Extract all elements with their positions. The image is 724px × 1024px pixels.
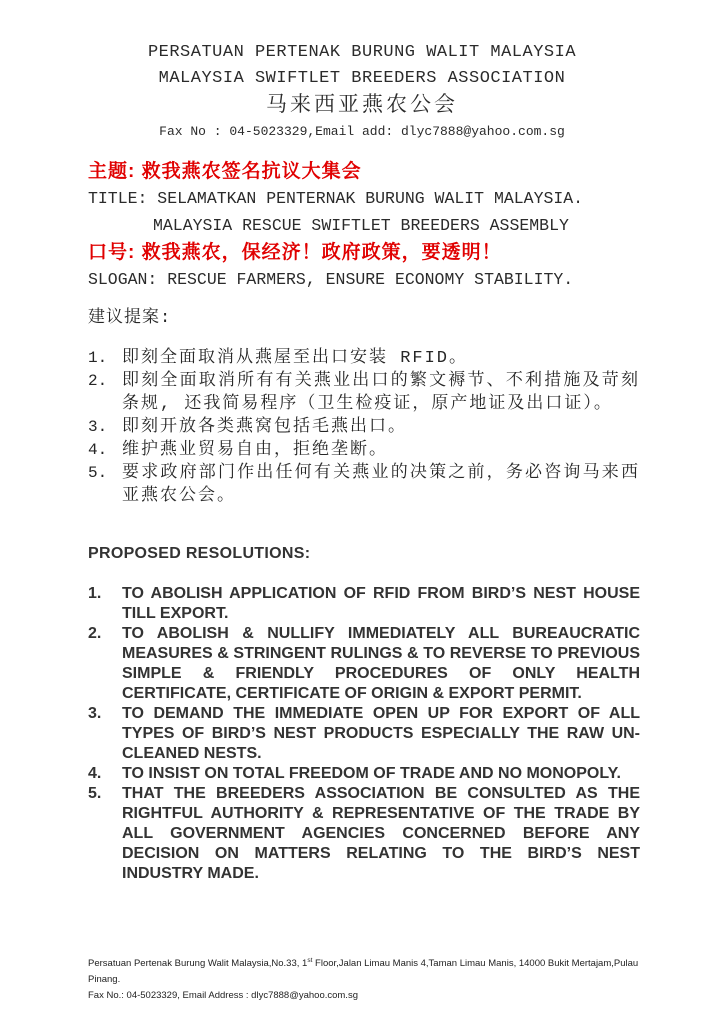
- list-item-number: 4.: [88, 441, 108, 459]
- list-item: [88, 462, 640, 508]
- list-item-text: TO ABOLISH APPLICATION OF RFID FROM BIRD’S NEST HOUSE TILL EXPORT.: [122, 585, 640, 622]
- list-item-text: 即刻开放各类燕窝包括毛燕出口。: [122, 418, 407, 437]
- document-header: [0, 40, 724, 142]
- header-contact-line: Fax No : 04-5023329,Email add: dlyc7888@yahoo.com.sg: [159, 124, 565, 139]
- list-item: [88, 370, 640, 416]
- footer-address-suffix: Floor,Jalan Limau Manis 4,Taman Limau Manis, 14000 Bukit Mertajam,Pulau Pinang.: [88, 958, 639, 986]
- list-item-text: 即刻全面取消从燕屋至出口安装 RFID。: [122, 349, 469, 368]
- list-item-number: 1.: [88, 585, 102, 602]
- list-item-text: TO ABOLISH & NULLIFY IMMEDIATELY ALL BUREAUCRATIC MEASURES & STRINGENT RULINGS & TO REVERSE TO PREVIOUS SIMPLE & FRIENDLY PROCEDURES OF ONLY HEALTH CERTIFICATE, CERTIFICATE OF ORIGIN & EXPORT PERMIT.: [122, 625, 640, 702]
- title-block: [88, 158, 640, 293]
- list-item-text: TO DEMAND THE IMMEDIATE OPEN UP FOR EXPORT OF ALL TYPES OF BIRD’S NEST PRODUCTS ESPECIALLY THE RAW UN-CLEANED NESTS.: [122, 705, 640, 762]
- slogan-line-chinese: 口号: 救我燕农，保经济！政府政策，要透明！: [88, 242, 502, 263]
- org-name-chinese: 马来西亚燕农公会: [266, 95, 458, 118]
- list-item-number: 2.: [88, 372, 108, 390]
- list-item-text: TO INSIST ON TOTAL FREEDOM OF TRADE AND NO MONOPOLY.: [122, 765, 621, 782]
- list-item-number: 2.: [88, 625, 102, 642]
- resolutions-heading: PROPOSED RESOLUTIONS:: [88, 545, 311, 562]
- title-line-2: MALAYSIA RESCUE SWIFTLET BREEDERS ASSEMBLY: [153, 216, 569, 235]
- document-footer: [88, 953, 654, 1004]
- document-body: [0, 158, 724, 884]
- footer-contact-line: Fax No.: 04-5023329, Email Address : dlyc7888@yahoo.com.sg: [88, 990, 358, 1002]
- title-line-1: TITLE: SELAMATKAN PENTERNAK BURUNG WALIT MALAYSIA.: [88, 189, 584, 208]
- footer-address-line: [88, 953, 654, 988]
- list-item-text: 即刻全面取消所有有关燕业出口的繁文褥节、不利措施及苛刻条规, 还我简易程序（卫生检疫证，原产地证及出口证）。: [122, 372, 640, 414]
- list-item-number: 3.: [88, 418, 108, 436]
- list-item: [88, 624, 640, 704]
- footer-address-ordinal: st: [307, 957, 313, 964]
- list-item-text: 维护燕业贸易自由，拒绝垄断。: [122, 441, 388, 460]
- proposals-heading-chinese: 建议提案:: [88, 309, 172, 328]
- list-item-number: 4.: [88, 765, 102, 782]
- subject-line-chinese: 主题: 救我燕农签名抗议大集会: [88, 161, 362, 182]
- list-item: [88, 704, 640, 764]
- list-item-number: 3.: [88, 705, 102, 722]
- list-item: [88, 439, 640, 462]
- slogan-line-english: SLOGAN: RESCUE FARMERS, ENSURE ECONOMY STABILITY.: [88, 270, 574, 289]
- list-item: [88, 764, 640, 784]
- org-name-malay: PERSATUAN PERTENAK BURUNG WALIT MALAYSIA: [147, 43, 577, 62]
- proposals-section-chinese: [88, 307, 640, 508]
- org-name-english: MALAYSIA SWIFTLET BREEDERS ASSOCIATION: [158, 69, 566, 88]
- list-item-text: THAT THE BREEDERS ASSOCIATION BE CONSULTED AS THE RIGHTFUL AUTHORITY & REPRESENTATIVE OF THE TRADE BY ALL GOVERNMENT AGENCIES CONCERNED BEFORE ANY DECISION ON MATTERS RELATING TO THE BIRD’S NEST INDUSTRY MADE.: [122, 785, 640, 882]
- list-item: [88, 584, 640, 624]
- resolutions-section-english: [88, 544, 640, 884]
- list-item-number: 1.: [88, 349, 108, 367]
- list-item-number: 5.: [88, 785, 102, 802]
- list-item-text: 要求政府部门作出任何有关燕业的决策之前，务必咨询马来西亚燕农公会。: [122, 464, 640, 506]
- list-item: [88, 784, 640, 884]
- list-item: [88, 416, 640, 439]
- list-item-number: 5.: [88, 464, 108, 482]
- footer-address-prefix: Persatuan Pertenak Burung Walit Malaysia,No.33, 1: [88, 958, 308, 970]
- list-item: [88, 347, 640, 370]
